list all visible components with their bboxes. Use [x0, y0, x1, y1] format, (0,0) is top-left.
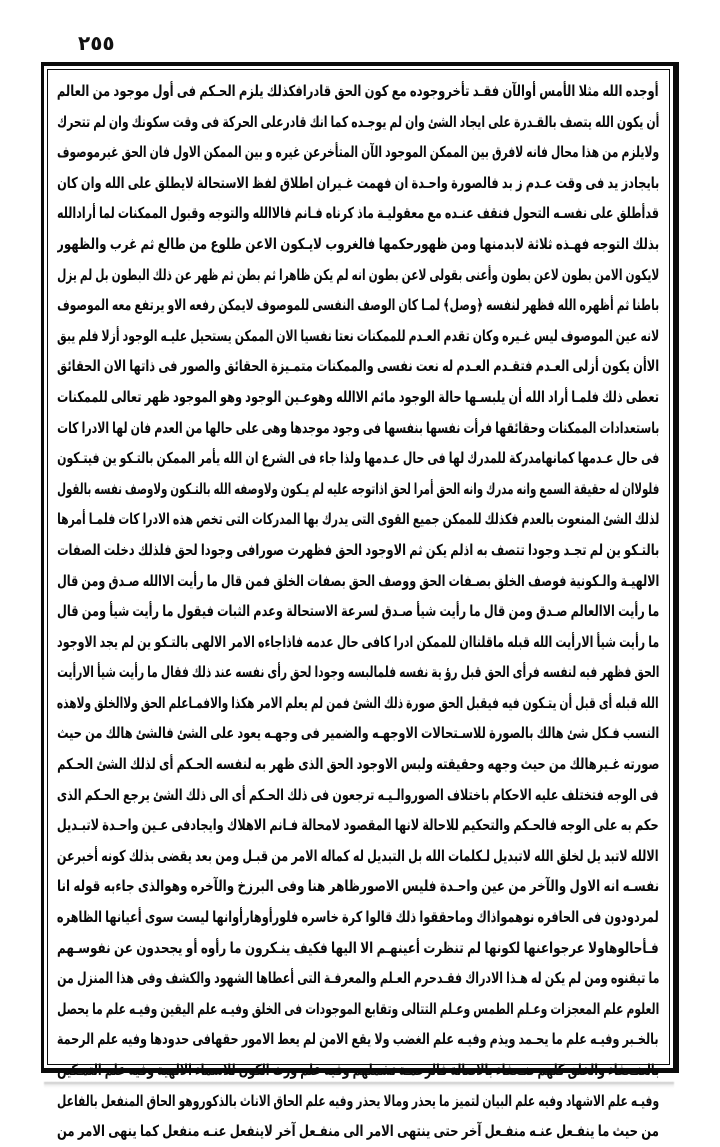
manuscript-line	[57, 933, 659, 964]
page-border-frame	[41, 62, 679, 1141]
manuscript-line-text: الله قبله أى قبل أن يتـكون فيه فيقبل الحق صورة ذلك الشئ فمن لم يعلم الامر هكذا والافمـاعلم الحق ولاالخلق ولاهذه	[57, 693, 659, 712]
manuscript-line-text: ولايلزم من هذا محال فانه لافرق بين الممكن الموجود الآن المتأخرعن غيره و بين الممكن الاول فان الحق غيرموصوف	[57, 143, 659, 162]
manuscript-line-text: بالخـبر وفيـه علم ما يحـمد ويذم وفيـه علم الغضب ولا يقع الامن لم يعط الامور حقهافى حدودها وفيه علم الرحمة	[57, 1030, 659, 1049]
manuscript-line	[57, 1116, 659, 1147]
folio-area	[0, 30, 720, 64]
manuscript-line-text: لذلك الشئ المنعوت بالعدم فكذلك للممكن جميع القوى التى يدرك بها المدركات التى تخص هذه الادرا كات فلمـا أمرها	[57, 510, 659, 529]
manuscript-line	[57, 810, 659, 841]
manuscript-line	[57, 413, 659, 444]
manuscript-line	[57, 780, 659, 811]
manuscript-line	[57, 290, 659, 321]
manuscript-line-text: أوجده الله مثلا الأمس أوالآن فقـد تأخروجوده مع كون الحق قادرافكذلك يلزم الحـكم فى أول موجود من العالم	[57, 82, 659, 100]
manuscript-line	[57, 474, 659, 505]
manuscript-line	[57, 566, 659, 597]
manuscript-line	[57, 596, 659, 627]
manuscript-line	[57, 137, 659, 168]
manuscript-line	[57, 688, 659, 719]
manuscript-line-text: الالهيـة والـكونية فوصف الخلق بصـفات الحق ووصف الحق بصفات الخلق فمن قال ما رأيت الاالله صـدق ومن قال	[57, 571, 659, 590]
manuscript-line	[57, 107, 659, 138]
manuscript-line-text: لايكون الامن بطون لاعن بطون وأعنى بقولى لاعن بطون انه لم يكن ظاهرا ثم بطن ثم ظهر عن ذلك البطون بل لم يزل	[57, 265, 659, 284]
manuscript-line-text: لمردودون فى الحافره نوهمواذاك وماحققوا ذلك قالوا كرة خاسره فلورأوهارأوانها ليست سوى أعيانها الظاهره	[57, 908, 659, 927]
manuscript-line-text: بالتـكو ين لم تجـد وجودا تتصف به اذلم يكن ثم الاوجود الحق فظهرت صورافى وجودا لحق فلذلك دخلت الصفات	[57, 540, 659, 559]
manuscript-line-text: باستعدادات الممكنات وحقائقها فرأت نفسها بنفسها فى وجود موجدها وهى على حالها من العدم فان لها الادرا كات	[57, 418, 659, 437]
manuscript-line	[57, 627, 659, 658]
manuscript-line-text: ما تيقنوه ومن لم يكن له هـذا الادراك فقـدحرم العـلم والمعرفـة التى أعطاها الشهود والكشف وفى هذا المنزل من	[57, 969, 659, 988]
manuscript-line	[57, 198, 659, 229]
manuscript-line	[57, 718, 659, 749]
manuscript-line-text: بايجادز يد فى وقت عـدم ز بد فالصورة واحـدة ان فهمت غـيران اطلاق لفظ الاستحالة لايطلق على الله وان كان	[57, 173, 659, 192]
manuscript-line-text: قدأطلق على نفسـه التحول فنقف عنـده مع معقوليـة ماذ كرناه فـانم فالاالله والتوجه وقبول الممكنات لما أرادالله	[57, 204, 659, 223]
manuscript-line-text: لانه عين الموصوف ليس غـيره وكان تقدم العـدم للممكنات نعتا نفسيا الان الممكن يستحيل عليـه الوجود أزلا فلم يبق	[57, 326, 659, 345]
manuscript-line-text: ما رأيت الاالعالم صـدق ومن قال ما رأيت شيأ صـدق لسرعة الاستحالة وعدم الثبات فيقول ما رأيت شيأ ومن قال	[57, 602, 659, 621]
manuscript-line-text: الاأن يكون أزلى العـدم فتقـدم العـدم له نعت نفسى والممكنات متمـيزة الحقائق والصور فى ذاتها الان الحقائق	[57, 357, 659, 376]
manuscript-line	[57, 351, 659, 382]
manuscript-line-text: العلوم علم المعجزات وعـلم الطمس وعـلم التتالى وتقابع الموجودات فى الخلق وفيـه علم اليقين وفيـه علم ما يحصل	[57, 999, 659, 1018]
manuscript-line-text: فى الوجه فتختلف عليه الاحكام باختلاف الصوروالـيـه ترجعون فى ذلك الحـكم أى الى ذلك الشئ يرجع الحـكم الذى	[57, 785, 659, 804]
manuscript-line	[57, 994, 659, 1025]
manuscript-line-text: بالضـعفاء والخلق كلهم ضـعفاء بالاصالة فالرحمـة تشملهم وفيه علم ورث الكون للاسماء الالهية وفيه علم التمـكين	[57, 1061, 659, 1079]
manuscript-line-text: فلولاان له حقيقة السمع وانه مدرك وانه الحق أمرا لحق اذاتوجه عليه لم يـكون ولاوصفه الله بالتـكون ولاوصف نفسه بالقول	[57, 479, 659, 498]
manuscript-line	[57, 1024, 659, 1055]
manuscript-line	[57, 963, 659, 994]
manuscript-line	[57, 871, 659, 902]
manuscript-line-text: صورته غـيرهالك من حيث وجهه وحقيقته ولبس الاوجود الحق الذى ظهر به لنفسه الحـكم أى لذلك الشئ الحـكم	[57, 755, 659, 774]
manuscript-line	[57, 657, 659, 688]
manuscript-line	[57, 382, 659, 413]
manuscript-line	[57, 841, 659, 872]
manuscript-line	[57, 535, 659, 566]
manuscript-line	[57, 1055, 659, 1086]
manuscript-line-text: باطنا ثم أظهره الله فظهر لنفسه ﴿وصل﴾ لمـا كان الوصف النفسى للموصوف لايمكن رفعه الاو يرتفع معه الموصوف	[57, 296, 659, 315]
manuscript-line	[57, 168, 659, 199]
manuscript-line	[57, 260, 659, 291]
manuscript-line	[57, 749, 659, 780]
manuscript-line-text: فـأحالوهاولا عرجواعنها لكونها لم تنظرت أعينهـم الا اليها فكيف ينـكرون ما رأوه أو يجحدون عن نفوسـهم	[57, 938, 659, 957]
manuscript-line-text: ما رأيت شيأ الارأيت الله قبله ماقلناان للممكن ادرا كافى حال عدمه فاذاجاءه الامر الالهى بالتـكو ين لم يجد الاوجود	[57, 632, 659, 651]
manuscript-line-text: فى حال عـدمها كمانهامدركة للمدرك لها فى حال عـدمها ولذا جاء فى الشرع ان الله يأمر الممكن بالتـكو ين فيتـكون	[57, 449, 659, 468]
manuscript-line-text: تعطى ذلك فلمـا أراد الله أن يلبسـها حالة الوجود مائم الاالله وهوعـين الوجود وهو الموجود ظهر تعالى للممكنات	[57, 387, 659, 406]
page-number: ٢٥٥	[78, 31, 115, 55]
manuscript-line-text: بذلك التوجه فهـذه ثلاثة لابدمنها ومن ظهورحكمها فالغروب لايـكون الاعن طلوع من طالع ثم غرب والظهور	[57, 234, 659, 253]
manuscript-line	[57, 504, 659, 535]
manuscript-line	[57, 902, 659, 933]
manuscript-line	[57, 321, 659, 352]
manuscript-line-text: حكم به على الوجه فالحـكم والتحكيم للاحالة لانها المقصود لامحالة فـانم الاهلاك وايجادفى عـين واحـدة لاتبـديل	[57, 816, 659, 835]
manuscript-text-block	[57, 76, 659, 1141]
manuscript-line-text: النسب فـكل شئ هالك بالصورة للاسـتحالات الاوجهـه والضمير فى وجهـه يعود على الشئ فالشئ هالك من حيث	[57, 724, 659, 743]
print-smudge-artifact	[44, 1082, 674, 1088]
manuscript-line-text: الحق فظهر فيه لنفسه فرأى الحق قبل رؤ ية نفسه فلمالبسه وجودا لحق رأى نفسه عند ذلك فقال ما رأيت شيأ الارأيت	[57, 663, 659, 682]
manuscript-line	[57, 1086, 659, 1117]
page-border-inner-rule	[47, 69, 670, 1141]
manuscript-line-text: الالله لاتبد يل لخلق الله لاتبديل لـكلمات الله بل التبديل له كماله الامر من قبـل ومن بعد يقضى بذلك كونه أخبرعن	[57, 846, 659, 865]
manuscript-line-text: نفسـه انه الاول والآخر من عين واحـدة فليس الاصورظاهر هنا وفى البرزخ والآخره وهوالذى جاءبه قوله انا	[57, 877, 659, 896]
manuscript-line-text: من حيث ما ينفـعل عنـه منفـعل آخر حتى ينتهى الامر الى منفـعل آخر لاينفعل عنـه منفعل كما ينهى الامر من	[57, 1122, 659, 1141]
manuscript-line	[57, 443, 659, 474]
manuscript-line-text: أن يكون الله يتصف بالقـدرة على ايجاد الشئ وان لم يوجـده كما انك قادرعلى الحركة فى وقت سكونك وان لم تتحرك	[57, 112, 659, 131]
manuscript-line	[57, 229, 659, 260]
manuscript-line-text: وفيـه علم الاشهاد وفيه علم البيان لتميز ما يحذر ومالا يحذر وفيه علم الحاق الاناث بالذكوروهو الحاق المنفعل بالفاعل	[57, 1091, 659, 1110]
manuscript-line	[57, 76, 659, 107]
